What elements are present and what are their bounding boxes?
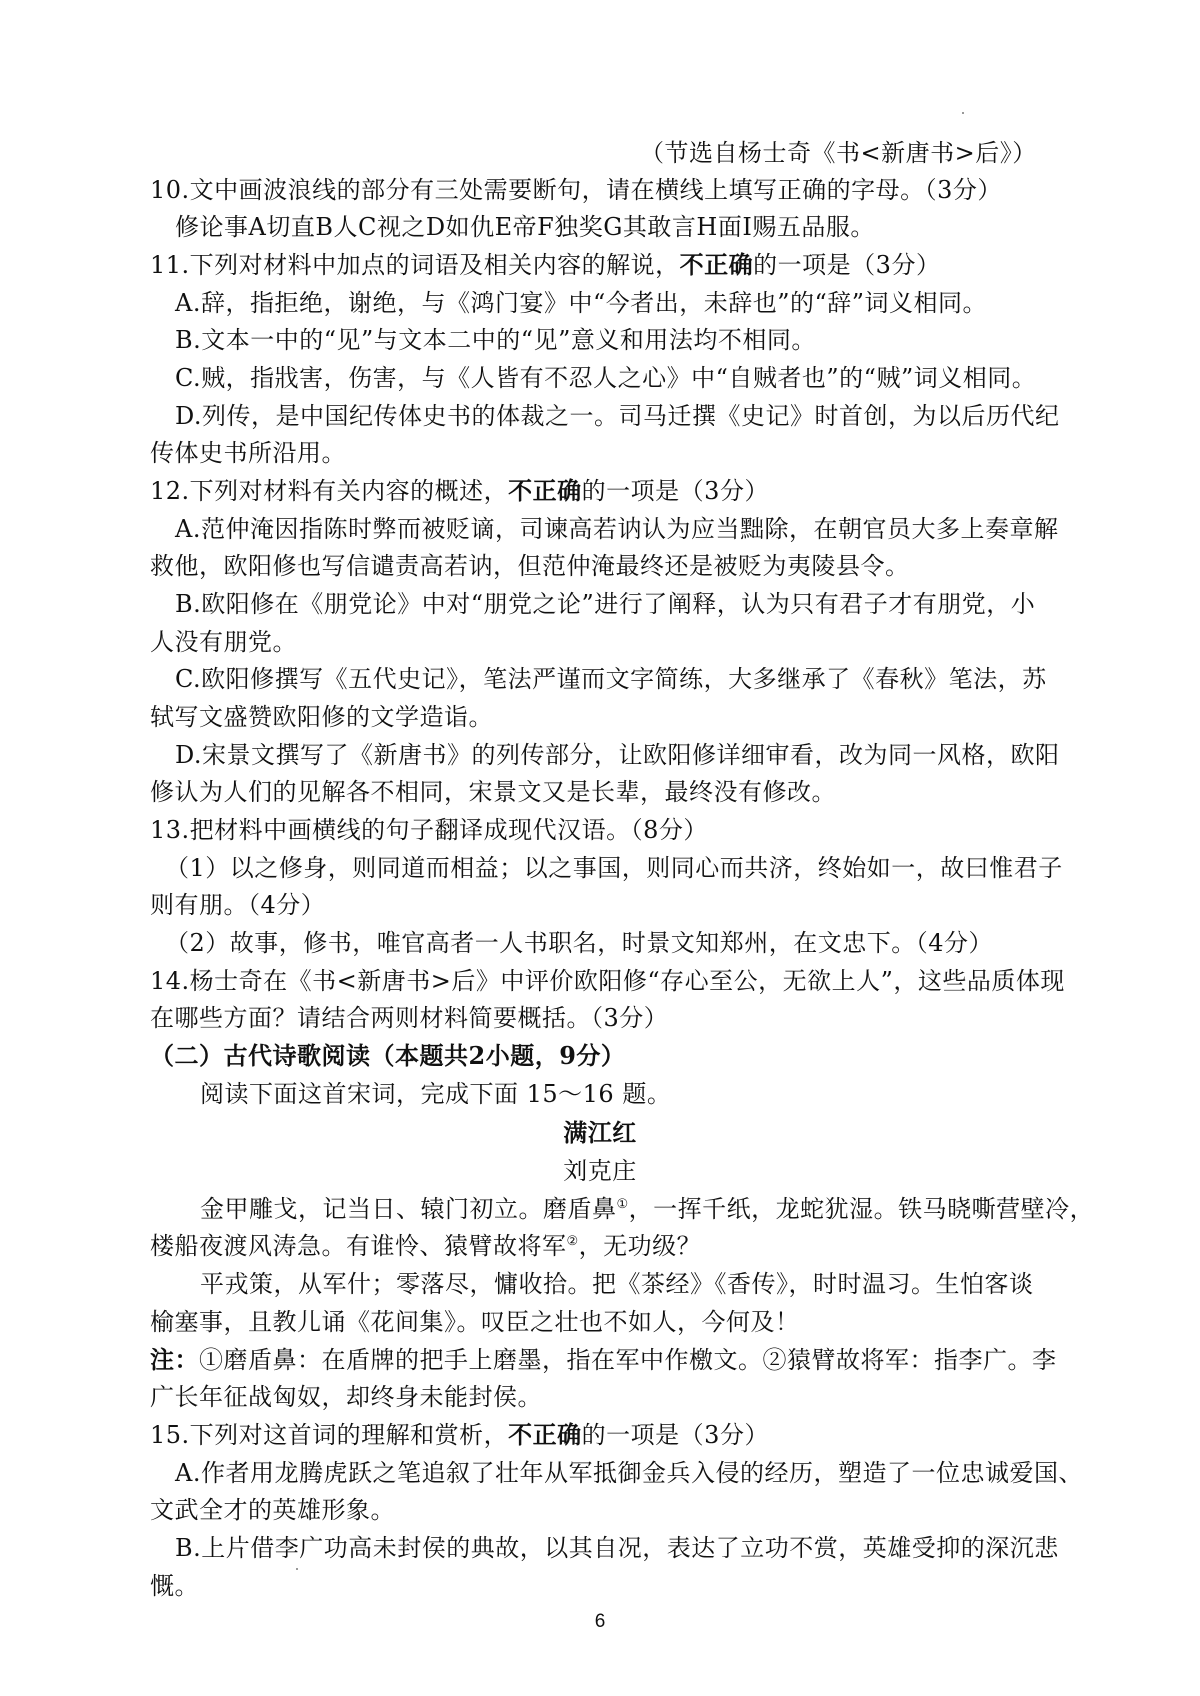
q15-option-a-line1: A.作者用龙腾虎跃之笔追叙了壮年从军抵御金兵入侵的经历，塑造了一位忠诚爱国、 [175, 1459, 1083, 1487]
poem-author: 刘克庄 [563, 1157, 637, 1185]
section-intro: 阅读下面这首宋词，完成下面 15～16 题。 [200, 1080, 672, 1108]
q12-option-d-line1: D.宋景文撰写了《新唐书》的列传部分，让欧阳修详细审看，改为同一风格，欧阳 [175, 741, 1060, 769]
q10-text: 修论事A切直B人C视之D如仇E帝F独奖G其敢言H面I赐五品服。 [175, 213, 875, 241]
q12-option-a-line1: A.范仲淹因指陈时弊而被贬谪，司谏高若讷认为应当黜除，在朝官员大多上奏章解 [175, 515, 1059, 543]
q11-option-c: C.贼，指戕害，伤害，与《人皆有不忍人之心》中“自贼者也”的“贼”词义相同。 [175, 364, 1037, 392]
q15-stem [150, 1418, 769, 1452]
q15-stem-a: 15.下列对这首词的理解和赏析， [150, 1421, 509, 1449]
notes-text: ①磨盾鼻：在盾牌的把手上磨墨，指在军中作檄文。②猿臂故将军：指李广。李 [199, 1346, 1057, 1374]
notes-label: 注： [150, 1345, 199, 1374]
poem-text: 金甲雕戈，记当日、辕门初立。磨盾鼻 [200, 1195, 617, 1223]
q12-stem [150, 474, 769, 508]
q12-stem-b: 的一项是（3分） [581, 477, 769, 505]
q11-option-b: B.文本一中的“见”与文本二中的“见”意义和用法均不相同。 [175, 326, 816, 354]
q11-stem-bold: 不正确 [679, 250, 754, 279]
q12-stem-bold: 不正确 [508, 476, 582, 505]
q13-sentence1-line2: 则有朋。（4分） [150, 891, 326, 919]
footnote-marker-2: ② [566, 1234, 579, 1249]
poem-stanza2-line1: 平戎策，从军什；零落尽，慵收拾。把《茶经》《香传》，时时温习。生怕客谈 [200, 1270, 1034, 1298]
q13-stem: 13.把材料中画横线的句子翻译成现代汉语。（8分） [150, 816, 708, 844]
scan-speck [296, 1568, 298, 1570]
q12-option-b-line1: B.欧阳修在《朋党论》中对“朋党之论”进行了阐释，认为只有君子才有朋党，小 [175, 590, 1036, 618]
q15-option-b-line2: 慨。 [150, 1572, 199, 1600]
q11-option-a: A.辞，指拒绝，谢绝，与《鸿门宴》中“今者出，未辞也”的“辞”词义相同。 [175, 289, 988, 317]
q11-option-d-line2: 传体史书所沿用。 [150, 439, 346, 467]
notes-line2: 广长年征战匈奴，却终身未能封侯。 [150, 1383, 542, 1411]
poem-text: ，一挥千纸，龙蛇犹湿。铁马晓嘶营壁冷， [628, 1195, 1095, 1223]
q12-stem-a: 12.下列对材料有关内容的概述， [150, 477, 509, 505]
q12-option-d-line2: 修认为人们的见解各不相同，宋景文又是长辈，最终没有修改。 [150, 778, 836, 806]
poem-stanza1-line2 [150, 1229, 701, 1263]
q14-line1: 14.杨士奇在《书<新唐书>后》中评价欧阳修“存心至公，无欲上人”，这些品质体现 [150, 967, 1065, 995]
q11-stem-b: 的一项是（3分） [753, 251, 941, 279]
scan-speck [962, 112, 964, 114]
q13-sentence2: （2）故事，修书，唯官高者一人书职名，时景文知郑州，在文忠下。（4分） [165, 929, 994, 957]
page-number: 6 [594, 1611, 606, 1632]
notes-line1 [150, 1343, 1057, 1377]
footnote-marker-1: ① [616, 1197, 629, 1212]
q11-option-d-line1: D.列传，是中国纪传体史书的体裁之一。司马迁撰《史记》时首创，为以后历代纪 [175, 402, 1060, 430]
q10-stem: 10.文中画波浪线的部分有三处需要断句，请在横线上填写正确的字母。（3分） [150, 176, 1002, 204]
poem-text: 楼船夜渡风涛急。有谁怜、猿臂故将军 [150, 1232, 567, 1260]
q15-option-a-line2: 文武全才的英雄形象。 [150, 1496, 395, 1524]
poem-stanza2-line2: 榆塞事，且教儿诵《花间集》。叹臣之壮也不如人，今何及！ [150, 1308, 800, 1336]
q11-stem-a: 11.下列对材料中加点的词语及相关内容的解说， [150, 251, 680, 279]
q15-stem-bold: 不正确 [508, 1420, 582, 1449]
poem-text: ，无功级？ [578, 1232, 702, 1260]
source-citation: （节选自杨士奇《书<新唐书>后》） [640, 139, 1037, 167]
q12-option-c-line2: 轼写文盛赞欧阳修的文学造诣。 [150, 703, 493, 731]
section-heading: （二）古代诗歌阅读（本题共2小题，9分） [150, 1041, 626, 1070]
q12-option-b-line2: 人没有朋党。 [150, 628, 297, 656]
q15-stem-b: 的一项是（3分） [581, 1421, 769, 1449]
q14-line2: 在哪些方面？请结合两则材料简要概括。（3分） [150, 1004, 669, 1032]
q15-option-b-line1: B.上片借李广功高未封侯的典故，以其自况，表达了立功不赏，英雄受抑的深沉悲 [175, 1534, 1059, 1562]
poem-title: 满江红 [563, 1118, 637, 1147]
poem-stanza1-line1 [200, 1192, 1094, 1226]
q11-stem [150, 248, 940, 282]
q12-option-a-line2: 救他，欧阳修也写信谴责高若讷，但范仲淹最终还是被贬为夷陵县令。 [150, 552, 910, 580]
q12-option-c-line1: C.欧阳修撰写《五代史记》，笔法严谨而文字简练，大多继承了《春秋》笔法，苏 [175, 665, 1047, 693]
q13-sentence1-line1: （1）以之修身，则同道而相益；以之事国，则同心而共济，终始如一，故曰惟君子 [165, 854, 1063, 882]
